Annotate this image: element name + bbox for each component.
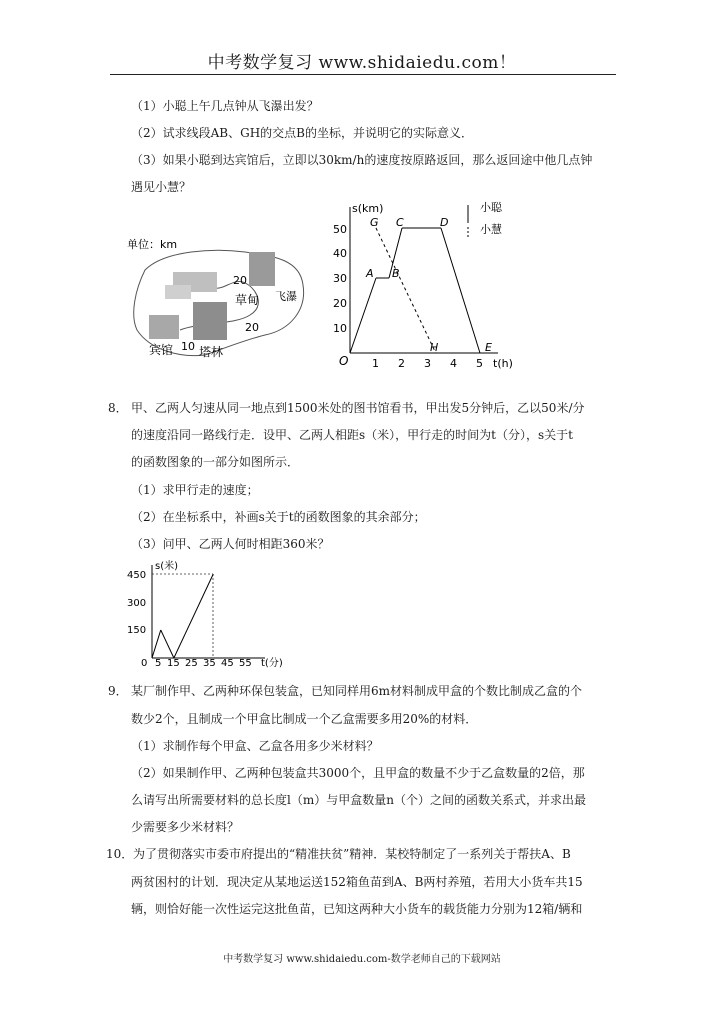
q7-sub2: （2）试求线段AB、GH的交点B的坐标，并说明它的实际意义．	[131, 126, 473, 140]
q7-sub1: （1）小聪上午几点钟从飞瀑出发？	[131, 99, 319, 113]
graph1-point-e: E	[485, 341, 492, 354]
graph1-point-a: A	[366, 267, 374, 280]
q7-sub3-line1: （3）如果小聪到达宾馆后，立即以30km/h的速度按原路返回，那么返回途中他几点钟	[131, 153, 593, 167]
graph2-ytick-450: 450	[127, 570, 147, 581]
q9-sub2-line1: （2）如果制作甲、乙两种包装盒共3000个，且甲盒的数量不少于乙盒数量的2倍，那	[131, 766, 585, 780]
map-scene-forest	[165, 285, 191, 299]
map-scene-waterfall	[249, 252, 275, 286]
graph1-ytick-50: 50	[333, 223, 347, 236]
map-label-dist2: 20	[245, 321, 259, 334]
q8-line3: 的函数图象的一部分如图所示．	[131, 455, 300, 469]
q8-sub1: （1）求甲行走的速度；	[131, 483, 259, 497]
header-divider	[110, 74, 616, 75]
graph1-ytick-30: 30	[333, 272, 347, 285]
q10-line3: 辆，则恰好能一次性运完这批鱼苗，已知这两种大小货车的载货能力分别为12箱/辆和	[131, 902, 583, 916]
q8-number: 8．	[108, 401, 128, 415]
map-label-waterfall: 飞瀑	[275, 290, 297, 303]
map-scene-tower	[193, 302, 227, 340]
graph2-series-0-segment-0	[152, 630, 161, 658]
graph1-xtick-5: 5	[476, 357, 483, 370]
page-header: 中考数学复习 www.shidaiedu.com！	[207, 53, 517, 73]
graph2-ytick-150: 150	[127, 625, 147, 636]
graph1-series-0-segment-0	[350, 278, 376, 353]
graph1-point-b: B	[392, 267, 400, 280]
graph2-y-label: s(米)	[155, 561, 179, 572]
q8-sub3: （3）问甲、乙两人何时相距360米？	[131, 537, 330, 551]
graph2-xtick-35: 35	[203, 658, 216, 669]
graph1-point-c: C	[396, 216, 404, 229]
q8-distance-time-graph	[125, 560, 305, 675]
q7-sub3-line2: 遇见小慧？	[131, 180, 192, 194]
q8-sub2: （2）在坐标系中，补画s关于t的函数图象的其余部分；	[131, 510, 426, 524]
q9-number: 9．	[108, 684, 128, 698]
graph2-xtick-55: 55	[239, 658, 252, 669]
graph1-legend-xiaocong: 小聪	[480, 201, 502, 214]
map-label-dist1: 20	[233, 274, 247, 287]
map-unit-label: 单位：km	[127, 238, 178, 251]
graph2-xtick-45: 45	[221, 658, 234, 669]
graph1-ytick-10: 10	[333, 322, 347, 335]
map-label-meadow: 草甸	[235, 293, 260, 307]
q8-line2: 的速度沿同一路线行走．设甲、乙两人相距s（米），甲行走的时间为t（分），s关于t	[131, 428, 573, 442]
q9-sub2-line2: 么请写出所需要材料的总长度l（m）与甲盒数量n（个）之间的函数关系式，并求出最	[131, 793, 586, 807]
graph1-x-label: t(h)	[493, 357, 513, 370]
graph1-xtick-3: 3	[424, 357, 431, 370]
graph1-series-0-segment-4	[441, 228, 480, 353]
q10-number: 10．	[106, 847, 134, 861]
graph1-xtick-4: 4	[450, 357, 457, 370]
graph2-series-0-segment-2	[174, 574, 213, 658]
page-footer: 中考数学复习 www.shidaiedu.com-数学老师自己的下载网站	[223, 954, 501, 965]
graph1-ytick-40: 40	[333, 247, 347, 260]
graph2-series-0-segment-1	[161, 630, 174, 658]
graph2-xtick-5: 5	[155, 658, 162, 669]
q10-line2: 两贫困村的计划．现决定从某地运送152箱鱼苗到A、B两村养殖，若用大小货车共15	[131, 875, 583, 889]
graph1-ytick-20: 20	[333, 297, 347, 310]
graph2-x-label: t(分)	[261, 658, 283, 669]
graph1-xtick-2: 2	[398, 357, 405, 370]
q7-map-figure	[125, 230, 310, 360]
q9-sub1: （1）求制作每个甲盒、乙盒各用多少米材料？	[131, 739, 379, 753]
graph1-legend-xiaohui: 小慧	[480, 223, 502, 236]
graph2-origin: 0	[141, 658, 148, 669]
q9-line1: 某厂制作甲、乙两种环保包装盒，已知同样用6m材料制成甲盒的个数比制成乙盒的个	[131, 684, 583, 698]
map-label-pagoda: 塔林	[199, 345, 224, 359]
map-label-hotel: 宾馆	[149, 343, 174, 357]
graph1-xtick-1: 1	[372, 357, 379, 370]
graph2-ytick-300: 300	[127, 598, 147, 609]
map-label-dist3: 10	[181, 340, 195, 353]
graph1-point-h: H	[430, 341, 439, 354]
q10-line1: 为了贯彻落实市委市府提出的“精准扶贫”精神．某校特制定了一系列关于帮扶A、B	[133, 847, 571, 861]
graph1-point-d: D	[440, 216, 449, 229]
q9-line2: 数少2个，且制成一个甲盒比制成一个乙盒需要多用20%的材料．	[131, 712, 478, 726]
q7-distance-time-graph	[330, 195, 520, 375]
graph1-y-label: s(km)	[352, 202, 384, 215]
map-scene-hotel	[149, 315, 179, 339]
graph1-point-g: G	[370, 216, 379, 229]
q8-line1: 甲、乙两人匀速从同一地点到1500米处的图书馆看书，甲出发5分钟后，乙以50米/分	[131, 401, 585, 415]
graph2-xtick-15: 15	[167, 658, 180, 669]
graph2-xtick-25: 25	[185, 658, 198, 669]
graph1-origin: O	[339, 354, 349, 368]
graph1-series-1-segment-0	[376, 228, 439, 354]
q9-sub2-line3: 少需要多少米材料？	[131, 820, 240, 834]
